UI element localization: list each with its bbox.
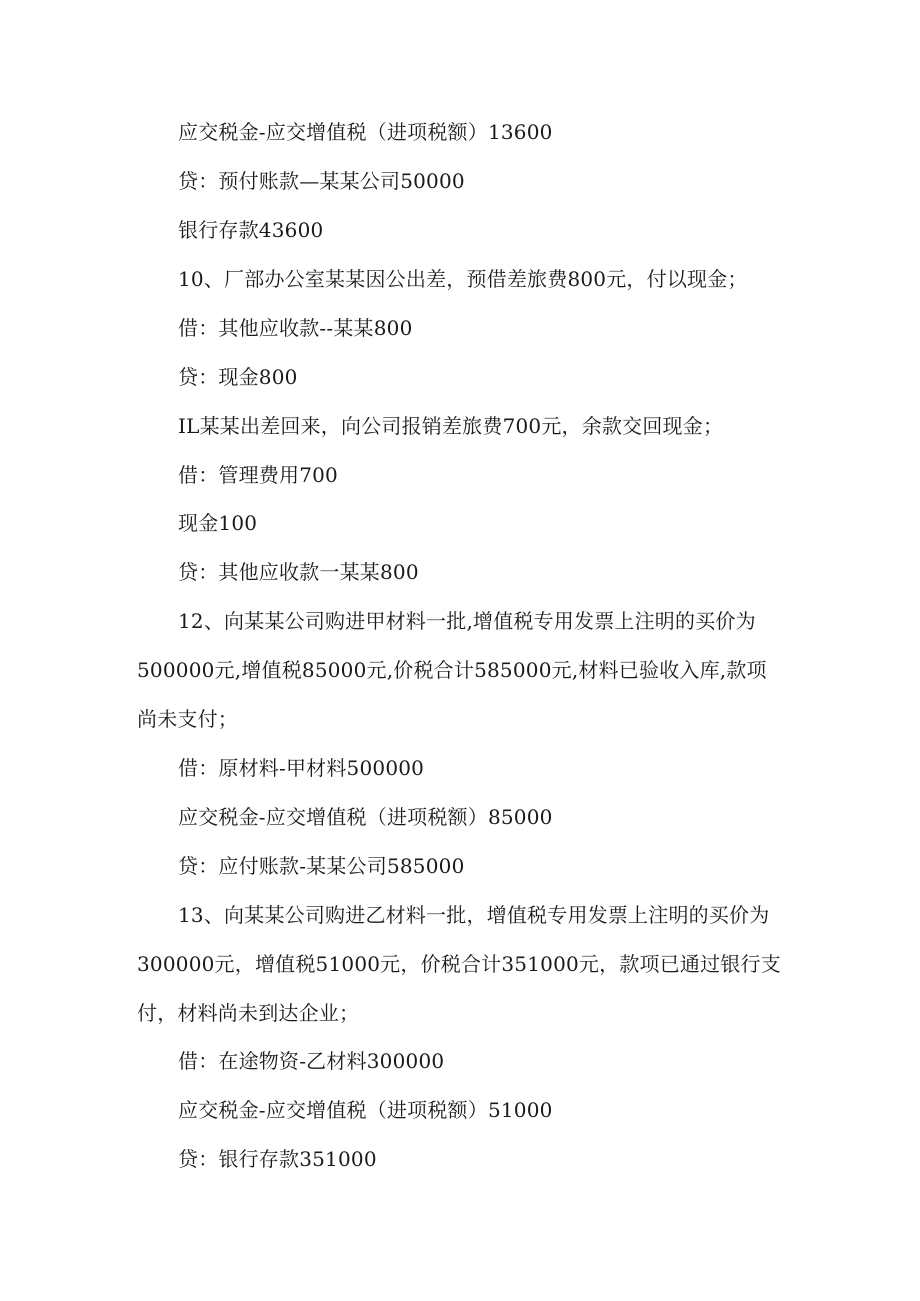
- question-line: 尚未支付；: [137, 707, 238, 731]
- entry-line: 贷：其他应收款一某某800: [178, 560, 419, 584]
- question-line: 12、向某某公司购进甲材料一批,增值税专用发票上注明的买价为: [178, 609, 756, 633]
- question-line: 500000元,增值税85000元,价税合计585000元,材料已验收入库,款项: [137, 658, 767, 682]
- entry-line: 贷：应付账款-某某公司585000: [178, 854, 465, 878]
- entry-line: 借：在途物资-乙材料300000: [178, 1049, 445, 1073]
- question-line: 付，材料尚未到达企业；: [137, 1001, 360, 1025]
- entry-line: 应交税金-应交增值税（进项税额）85000: [178, 805, 553, 829]
- question-line: 13、向某某公司购进乙材料一批，增值税专用发票上注明的买价为: [178, 903, 770, 927]
- entry-line: 现金100: [178, 511, 258, 535]
- entry-line: 借：其他应收款--某某800: [178, 316, 413, 340]
- question-line: IL某某出差回来，向公司报销差旅费700元，余款交回现金；: [178, 414, 724, 438]
- entry-line: 借：管理费用700: [178, 463, 338, 487]
- entry-line: 银行存款43600: [178, 218, 324, 242]
- entry-line: 贷：现金800: [178, 365, 298, 389]
- entry-line: 应交税金-应交增值税（进项税额）51000: [178, 1098, 553, 1122]
- entry-line: 贷：银行存款351000: [178, 1147, 377, 1171]
- entry-line: 贷：预付账款—某某公司50000: [178, 169, 465, 193]
- entry-line: 借：原材料-甲材料500000: [178, 756, 425, 780]
- entry-line: 应交税金-应交增值税（进项税额）13600: [178, 120, 553, 144]
- question-line: 300000元，增值税51000元，价税合计351000元，款项已通过银行支: [137, 952, 781, 976]
- question-line: 10、厂部办公室某某因公出差，预借差旅费800元，付以现金；: [178, 267, 748, 291]
